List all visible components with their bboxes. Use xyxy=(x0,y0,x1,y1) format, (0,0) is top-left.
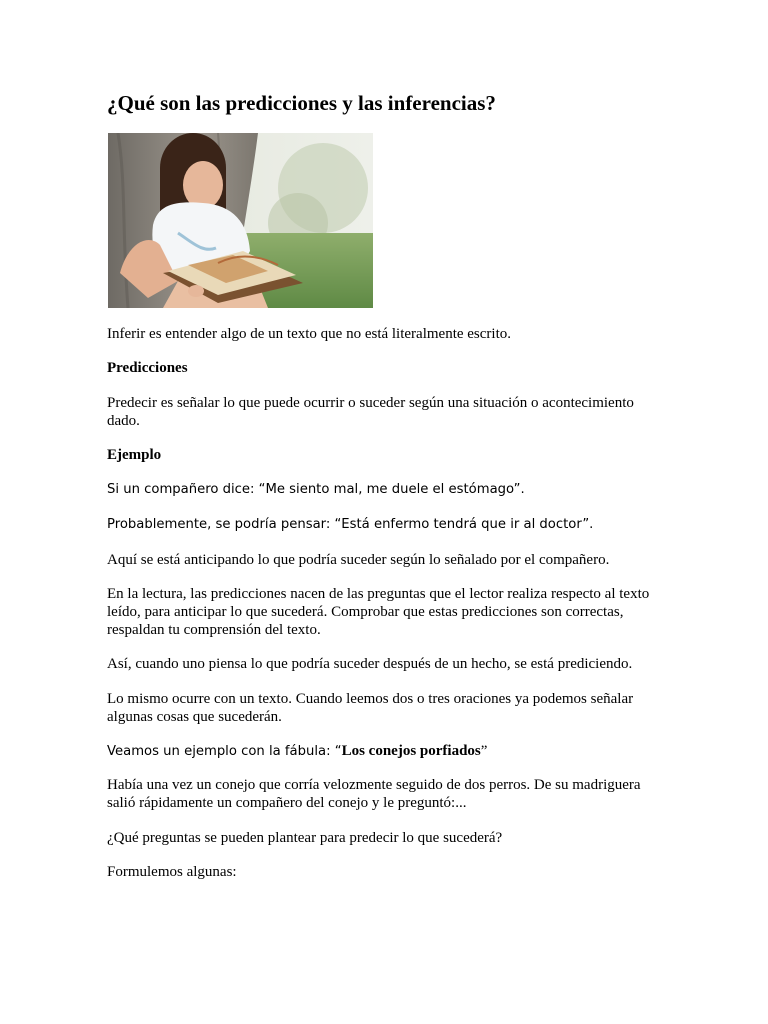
page-title: ¿Qué son las predicciones y las inferencias? xyxy=(107,91,496,115)
intro-paragraph: Inferir es entender algo de un texto que no está literalmente escrito. xyxy=(107,326,512,342)
lectura-paragraph: En la lectura, las predicciones nacen de las preguntas que el lector realiza respecto al texto leído, para anticipar lo que sucederá. Comprobar que estas predicciones son correctas, respaldan tu comprensión del texto. xyxy=(107,586,650,638)
example-quote-1: Si un compañero dice: “Me siento mal, me duele el estómago”. xyxy=(107,482,525,497)
predecir-paragraph: Predecir es señalar lo que puede ocurrir o suceder según una situación o acontecimiento dado. xyxy=(107,395,634,429)
fabula-intro-line xyxy=(107,742,667,761)
mismo-paragraph: Lo mismo ocurre con un texto. Cuando leemos dos o tres oraciones ya podemos señalar algunas cosas que sucederán. xyxy=(107,691,634,725)
girl-reading-photo xyxy=(108,133,373,308)
formulemos-paragraph: Formulemos algunas: xyxy=(107,864,237,880)
anticipando-paragraph: Aquí se está anticipando lo que podría suceder según lo señalado por el compañero. xyxy=(107,552,610,568)
fabula-title: Los conejos porfiados xyxy=(341,743,481,759)
asi-paragraph: Así, cuando uno piensa lo que podría suceder después de un hecho, se está prediciendo. xyxy=(107,656,633,672)
heading-predicciones: Predicciones xyxy=(107,360,188,376)
habia-paragraph: Había una vez un conejo que corría velozmente seguido de dos perros. De su madriguera salió rápidamente un compañero del conejo y le preguntó:... xyxy=(107,777,641,811)
heading-ejemplo: Ejemplo xyxy=(107,447,162,463)
fabula-prefix: Veamos un ejemplo con la fábula: “ xyxy=(107,744,342,759)
example-quote-2: Probablemente, se podría pensar: “Está enfermo tendrá que ir al doctor”. xyxy=(107,517,594,532)
preguntas-paragraph: ¿Qué preguntas se pueden plantear para predecir lo que sucederá? xyxy=(107,830,503,846)
fabula-suffix: ” xyxy=(480,743,488,759)
